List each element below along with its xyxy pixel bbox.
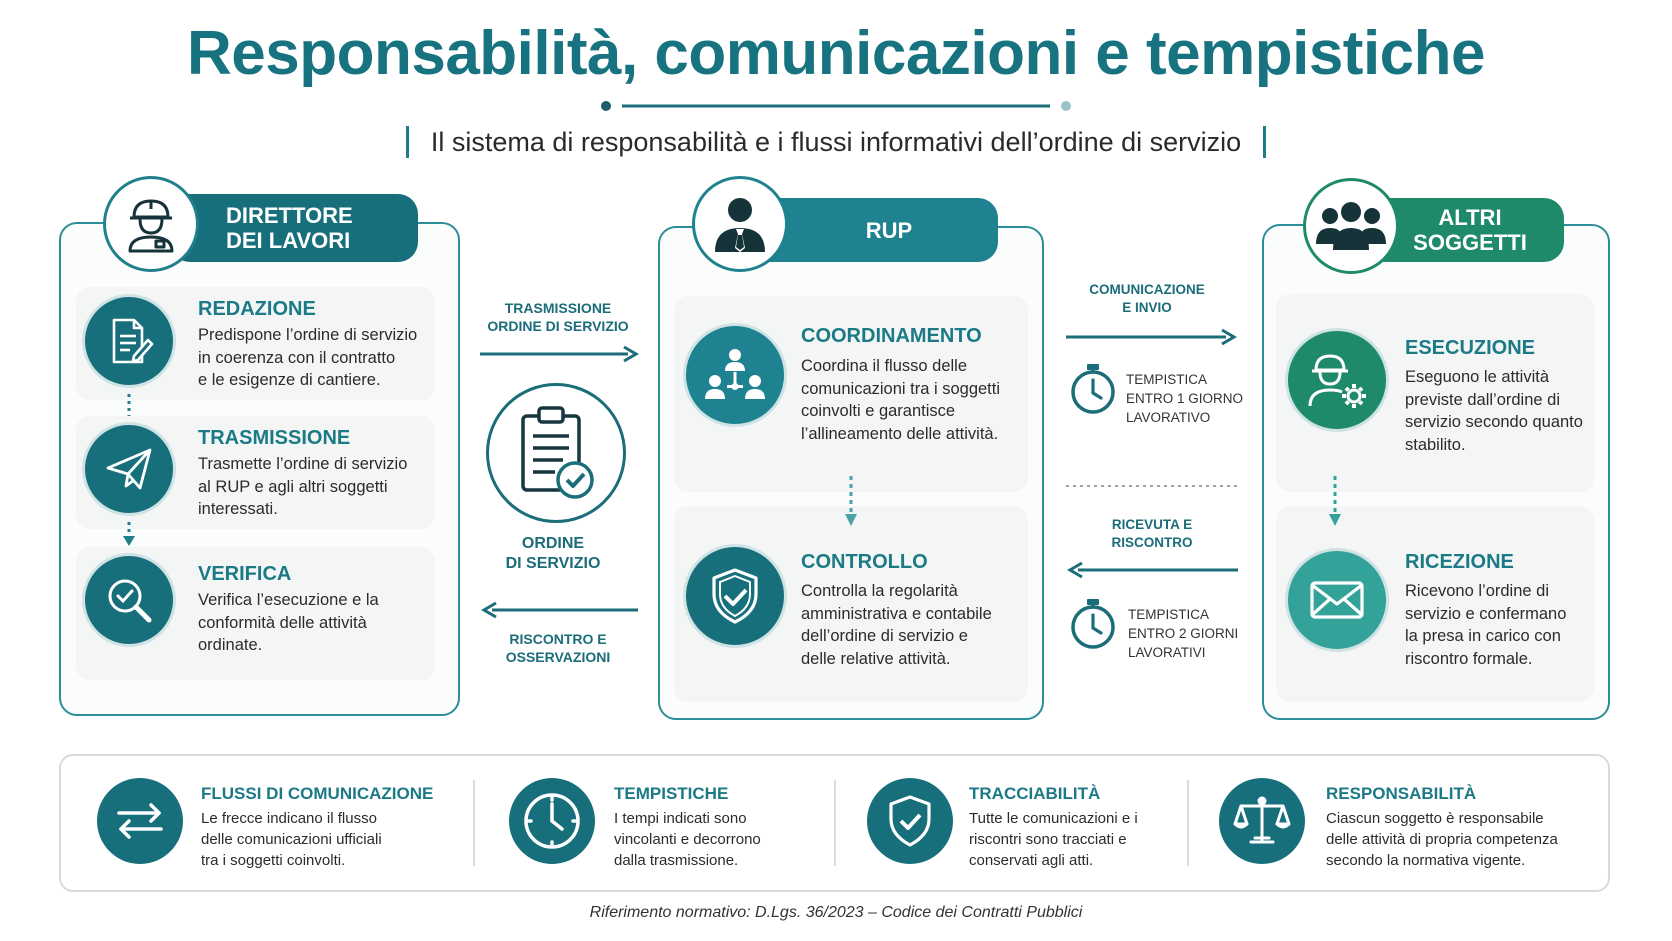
legend-responsabilita-text: [1326, 808, 1558, 871]
controllo-line: amministrativa e contabile: [801, 604, 992, 623]
redazione-title: REDAZIONE: [198, 298, 316, 320]
legend-line: conservati agli atti.: [969, 852, 1094, 869]
flow-label-line: COMUNICAZIONE: [1089, 282, 1205, 297]
trasmissione-line: al RUP e agli altri soggetti: [198, 477, 388, 496]
legend-line: secondo la normativa vigente.: [1326, 852, 1526, 869]
arrow-left-riscontro: [478, 600, 642, 620]
director-header-line2: DEI LAVORI: [226, 228, 351, 253]
worker-helmet-icon: [103, 176, 199, 272]
controllo-text: [801, 580, 992, 670]
flow-label-line: ORDINE DI SERVIZIO: [487, 318, 629, 334]
ricezione-line: la presa in carico con: [1405, 627, 1561, 645]
flow-label-line: RICEVUTA E: [1111, 517, 1193, 532]
ricezione-title: RICEZIONE: [1405, 551, 1514, 573]
legend-flussi-text: [201, 808, 382, 871]
ricezione-line: Ricevono l’ordine di: [1405, 582, 1549, 600]
redazione-line: e le esigenze di cantiere.: [198, 371, 381, 389]
legend-line: riscontri sono tracciati e: [969, 831, 1127, 848]
clipboard-check-icon: [486, 383, 626, 523]
controllo-line: Controlla la regolarità: [801, 582, 958, 600]
ricezione-line: servizio e confermano: [1405, 604, 1567, 623]
legend-tracciabilita-text: [969, 808, 1138, 871]
flow-label-line: OSSERVAZIONI: [505, 649, 611, 665]
esecuzione-line: previste dall’ordine di: [1405, 390, 1561, 409]
clock-icon: [509, 778, 595, 864]
coordinamento-title: COORDINAMENTO: [801, 325, 982, 347]
director-header: [170, 194, 418, 262]
shield-check-icon: [683, 544, 787, 648]
esecuzione-line: Eseguono le attività: [1405, 368, 1550, 386]
controllo-line: dell’ordine di servizio e: [801, 627, 968, 645]
legend-line: tra i soggetti coinvolti.: [201, 852, 346, 869]
swap-arrows-icon: [97, 778, 183, 864]
timing-line: LAVORATIVI: [1128, 645, 1206, 660]
riscontro-flow-label: [478, 630, 638, 666]
dotted-connector: [125, 392, 133, 418]
scales-icon: [1219, 778, 1305, 864]
timer-icon: [1068, 597, 1118, 651]
comunicazione-flow-label: [1066, 281, 1228, 317]
timing-line: ENTRO 2 GIORNI: [1128, 626, 1239, 641]
legend-line: I tempi indicati sono: [614, 810, 747, 827]
tempistica-2-label: [1128, 605, 1238, 662]
timer-icon: [1068, 362, 1118, 416]
group-icon: [1303, 178, 1399, 274]
legend-line: dalla trasmissione.: [614, 852, 739, 869]
manager-icon: [692, 176, 788, 272]
timing-line: TEMPISTICA: [1126, 372, 1208, 387]
coordinamento-line: coinvolti e garantisce: [801, 402, 956, 420]
shield-check-icon: [867, 778, 953, 864]
trasmissione-text: [198, 453, 407, 521]
redazione-line: in coerenza con il contratto: [198, 348, 396, 367]
title-divider: [600, 100, 1072, 112]
dotted-arrow: [1328, 474, 1342, 528]
ricezione-line: riscontro formale.: [1405, 649, 1533, 668]
controllo-title: CONTROLLO: [801, 551, 928, 573]
flow-label-line: RISCONTRO: [1111, 535, 1193, 550]
legend-line: delle comunicazioni ufficiali: [201, 831, 382, 848]
legend-divider: [834, 780, 836, 866]
paper-plane-icon: [82, 422, 176, 516]
legend-flussi-title: FLUSSI DI COMUNICAZIONE: [201, 784, 434, 803]
flow-label-line: ORDINE: [521, 535, 585, 552]
dotted-arrow: [122, 520, 136, 548]
redazione-line: Predispone l’ordine di servizio: [198, 326, 418, 344]
trasmissione-line: Trasmette l’ordine di servizio: [198, 455, 408, 473]
legend-tempistiche-title: TEMPISTICHE: [614, 784, 729, 803]
legend-line: Tutte le comunicazioni e i: [969, 810, 1138, 827]
altri-header-line1: ALTRI: [1438, 205, 1502, 230]
arrow-right-comunicazione: [1064, 327, 1240, 347]
coordinamento-line: comunicazioni tra i soggetti: [801, 379, 1001, 398]
ordine-label: [478, 534, 628, 574]
timing-line: ENTRO 1 GIORNO: [1126, 391, 1244, 406]
legend-tracciabilita-title: TRACCIABILITÀ: [969, 784, 1101, 803]
verifica-line: Verifica l’esecuzione e la: [198, 591, 379, 609]
timing-line: LAVORATIVO: [1126, 410, 1211, 425]
rup-header-label: RUP: [865, 217, 913, 243]
flow-label-line: DI SERVIZIO: [505, 555, 601, 572]
dashed-separator: [1066, 484, 1238, 488]
legend-line: Le frecce indicano il flusso: [201, 810, 377, 827]
controllo-line: delle relative attività.: [801, 649, 951, 668]
flow-label-line: E INVIO: [1122, 300, 1172, 315]
subtitle: Il sistema di responsabilità e i flussi informativi dell’ordine di servizio: [406, 126, 1266, 158]
legend-divider: [473, 780, 475, 866]
arrow-right-trasmissione: [478, 344, 642, 364]
legend-panel: [59, 754, 1610, 892]
esecuzione-line: servizio secondo quanto: [1405, 413, 1583, 431]
legend-divider: [1187, 780, 1189, 866]
coordinamento-line: Coordina il flusso delle: [801, 357, 968, 375]
verifica-title: VERIFICA: [198, 563, 292, 585]
tempistica-1-label: [1126, 370, 1243, 427]
envelope-icon: [1285, 548, 1389, 652]
verifica-text: [198, 589, 379, 657]
director-header-line1: DIRETTORE: [226, 203, 353, 228]
trasmissione-line: interessati.: [198, 500, 278, 518]
timing-line: TEMPISTICA: [1128, 607, 1210, 622]
worker-gear-icon: [1285, 328, 1389, 432]
verifica-line: conformità delle attività: [198, 613, 367, 632]
team-network-icon: [683, 323, 787, 427]
flow-label-line: TRASMISSIONE: [504, 300, 612, 316]
verifica-line: ordinate.: [198, 636, 263, 654]
legend-tempistiche-text: [614, 808, 761, 871]
legend-line: Ciascun soggetto è responsabile: [1326, 810, 1544, 827]
legend-responsabilita-title: RESPONSABILITÀ: [1326, 784, 1477, 803]
coordinamento-text: [801, 355, 1000, 445]
coordinamento-line: l’allineamento delle attività.: [801, 424, 999, 443]
ricezione-text: [1405, 580, 1566, 670]
document-edit-icon: [82, 294, 176, 388]
ricevuta-flow-label: [1072, 516, 1232, 552]
trasmissione-flow-label: [478, 299, 638, 335]
arrow-left-ricevuta: [1064, 560, 1240, 580]
magnifier-check-icon: [82, 553, 176, 647]
trasmissione-title: TRASMISSIONE: [198, 427, 351, 449]
esecuzione-line: stabilito.: [1405, 435, 1466, 454]
altri-header-line2: SOGGETTI: [1413, 230, 1527, 255]
legend-line: delle attività di propria competenza: [1326, 831, 1558, 848]
redazione-text: [198, 324, 417, 392]
flow-label-line: RISCONTRO E: [509, 631, 607, 647]
normative-reference: Riferimento normativo: D.Lgs. 36/2023 – Codice dei Contratti Pubblici: [589, 904, 1083, 921]
esecuzione-text: [1405, 366, 1583, 456]
page-title: Responsabilità, comunicazioni e tempistiche: [186, 19, 1486, 88]
esecuzione-title: ESECUZIONE: [1405, 337, 1536, 359]
legend-line: vincolanti e decorrono: [614, 831, 761, 848]
dotted-arrow: [844, 474, 858, 528]
